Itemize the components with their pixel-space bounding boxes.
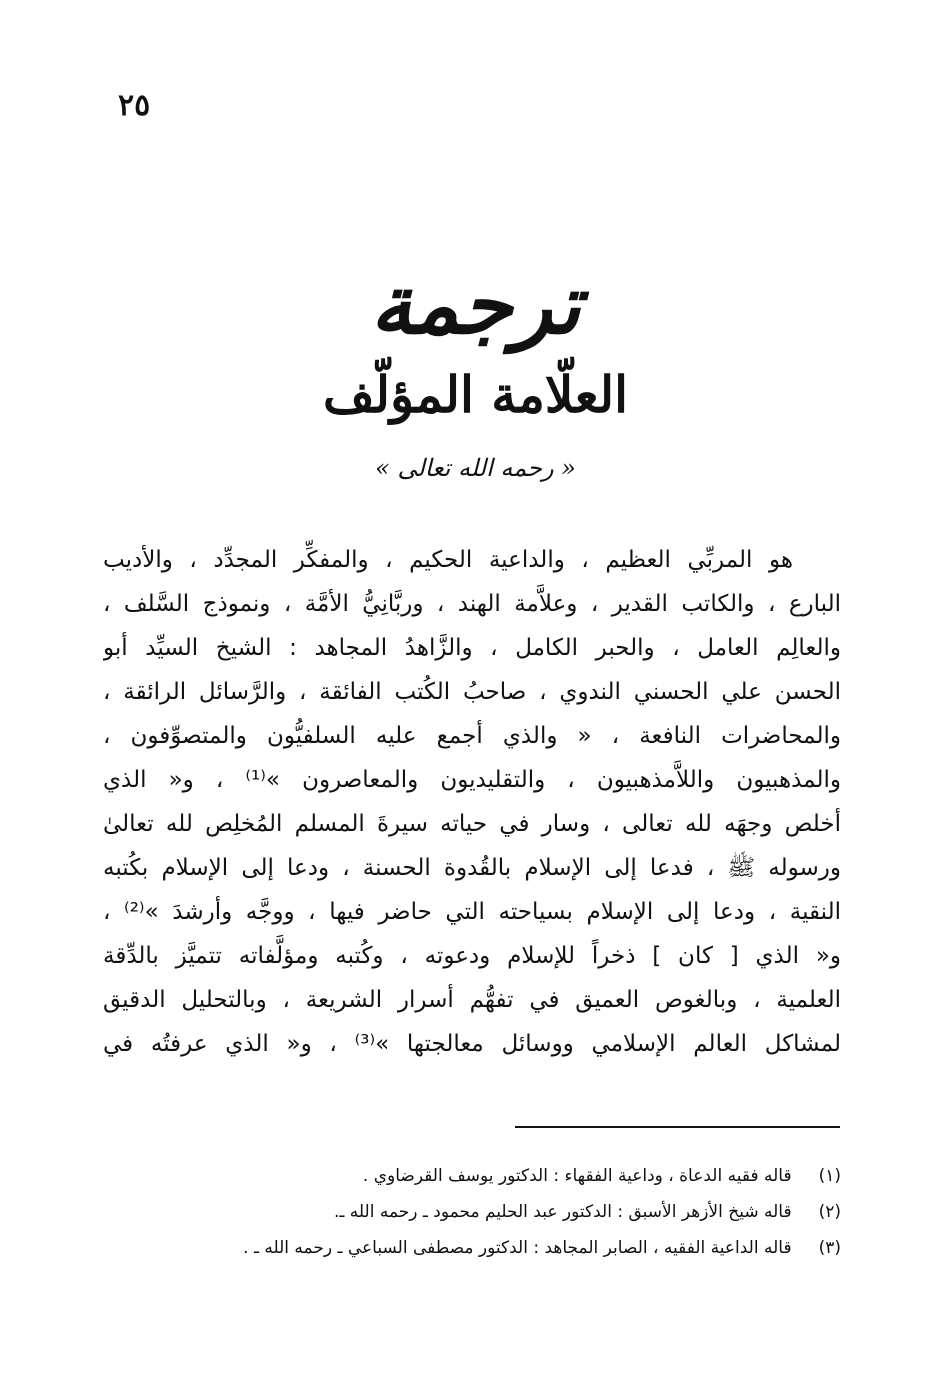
footnote-text: قاله فقيه الدعاة ، وداعية الفقهاء : الدكتور يوسف القرضاوي . [362,1166,792,1186]
footnote-text: قاله الداعية الفقيه ، الصابر المجاهد : الدكتور مصطفى السباعي ـ رحمه الله ـ . [243,1238,792,1258]
page-number: ٢٥ [118,88,151,123]
footnote-divider [515,1126,840,1128]
body-text [103,538,841,1066]
footnotes [103,1158,841,1266]
body-line: أخلص وجهَه لله تعالى ، وسار في حياته سيرةَ المسلم المُخلِص لله تعالىٰ [103,811,841,837]
title-block [0,255,951,483]
title-main: ترجمة [370,257,581,353]
title-subtitle: العلّامة المؤلّف [323,365,628,424]
body-line: والمحاضرات النافعة ، « والذي أجمع عليه السلفيُّون والمتصوِّفون ، [103,723,841,749]
footnote-number: (٣) [818,1238,841,1258]
footnote [103,1158,841,1194]
title-blessing: « رحمه الله تعالى » [375,454,576,482]
body-line: و« الذي [ كان ] ذخراً للإسلام ودعوته ، وكُتبه ومؤلَّفاته تتميَّز بالدِّقة [103,943,841,969]
footnote-text: قاله شيخ الأزهر الأسبق : الدكتور عبد الحليم محمود ـ رحمه الله ـ. [334,1202,792,1222]
footnote [103,1230,841,1266]
body-line: والعالِم العامل ، والحبر الكامل ، والزَّاهدُ المجاهد : الشيخ السيِّد أبو [103,635,841,661]
body-line: البارع ، والكاتب القدير ، وعلاَّمة الهند ، وربَّانِيُّ الأمَّة ، ونموذج السَّلف ، [103,591,841,617]
body-line: النقية ، ودعا إلى الإسلام بسياحته التي حاضر فيها ، ووجَّه وأرشدَ »⁽²⁾ ، [103,899,841,925]
footnote-number: (١) [818,1166,841,1186]
footnote [103,1194,841,1230]
body-line: لمشاكل العالم الإسلامي ووسائل معالجتها »⁽³⁾ ، و« الذي عرفتُه في [103,1031,841,1057]
body-line: الحسن علي الحسني الندوي ، صاحبُ الكُتب الفائقة ، والرَّسائل الرائقة ، [103,679,841,705]
body-line: والمذهبيون واللاَّمذهبيون ، والتقليديون والمعاصرون »⁽¹⁾ ، و« الذي [103,767,841,793]
body-line: هو المربِّي العظيم ، والداعية الحكيم ، والمفكِّر المجدِّد ، والأديب [103,547,793,573]
footnote-number: (٢) [818,1202,841,1222]
body-line: ورسوله ﷺ ، فدعا إلى الإسلام بالقُدوة الحسنة ، ودعا إلى الإسلام بكُتبه [103,855,841,881]
body-line: العلمية ، وبالغوص العميق في تفهُّم أسرار الشريعة ، وبالتحليل الدقيق [103,987,841,1013]
